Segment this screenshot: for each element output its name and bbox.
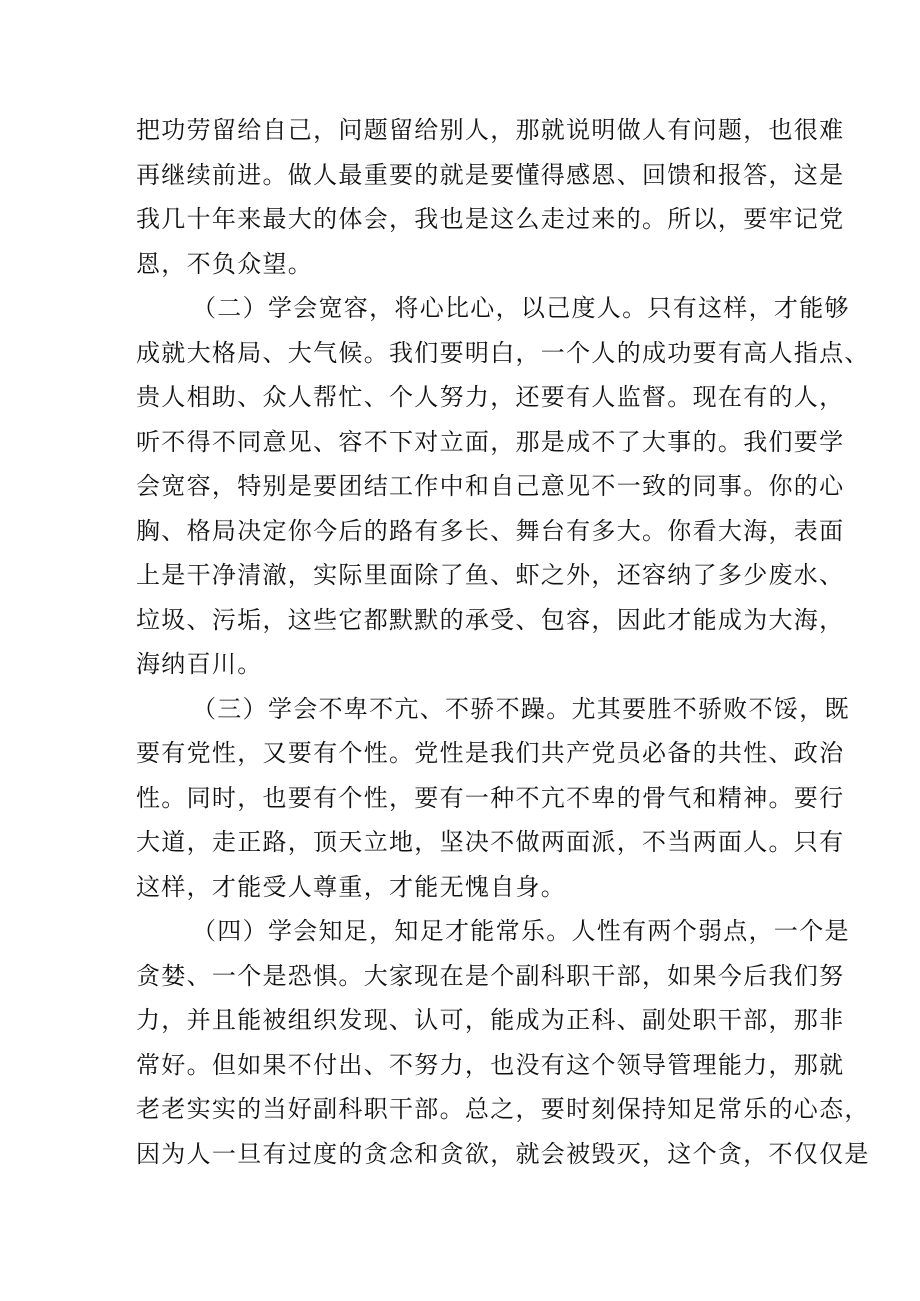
text-line: 性。同时，也要有个性，要有一种不亢不卑的骨气和精神。要行	[136, 783, 845, 812]
text-line: 老老实实的当好副科职干部。总之，要时刻保持知足常乐的心态，	[136, 1095, 870, 1123]
text-line: 成就大格局、大气候。我们要明白，一个人的成功要有高人指点、	[136, 338, 870, 367]
text-line: 听不得不同意见、容不下对立面，那是成不了大事的。我们要学	[136, 427, 845, 456]
text-line: 因为人一旦有过度的贪念和贪欲，就会被毁灭，这个贪，不仅仅是	[136, 1139, 870, 1168]
text-line: 贵人相助、众人帮忙、个人努力，还要有人监督。现在有的人，	[136, 383, 845, 411]
text-line: 这样，才能受人尊重，才能无愧自身。	[136, 872, 567, 901]
text-line: 会宽容，特别是要团结工作中和自己意见不一致的同事。你的心	[136, 472, 845, 500]
text-line: 胸、格局决定你今后的路有多长、舞台有多大。你看大海，表面	[136, 516, 845, 545]
text-line: 垃圾、污垢，这些它都默默的承受、包容，因此才能成为大海，	[136, 605, 845, 634]
text-line: 上是干净清澈，实际里面除了鱼、虾之外，还容纳了多少废水、	[136, 561, 845, 589]
text-line: 力，并且能被组织发现、认可，能成为正科、副处职干部，那非	[136, 1006, 845, 1034]
text-line: 恩，不负众望。	[136, 249, 314, 278]
document-body	[136, 108, 870, 1176]
text-line: 把功劳留给自己，问题留给别人，那就说明做人有问题，也很难	[136, 116, 845, 144]
text-line: 我几十年来最大的体会，我也是这么走过来的。所以，要牢记党	[136, 205, 845, 233]
text-line: 大道，走正路，顶天立地，坚决不做两面派，不当两面人。只有	[136, 828, 845, 856]
paragraph-first-line: （三）学会不卑不亢、不骄不躁。尤其要胜不骄败不馁，既	[192, 694, 850, 723]
text-line: 再继续前进。做人最重要的就是要懂得感恩、回馈和报答，这是	[136, 160, 845, 189]
text-line: 要有党性，又要有个性。党性是我们共产党员必备的共性、政治	[136, 739, 845, 767]
text-line: 海纳百川。	[136, 650, 263, 678]
text-line: 常好。但如果不付出、不努力，也没有这个领导管理能力，那就	[136, 1050, 845, 1079]
paragraph-first-line: （二）学会宽容，将心比心，以己度人。只有这样，才能够	[192, 294, 850, 322]
text-line: 贪婪、一个是恐惧。大家现在是个副科职干部，如果今后我们努	[136, 961, 845, 990]
paragraph-first-line: （四）学会知足，知足才能常乐。人性有两个弱点，一个是	[192, 917, 850, 945]
